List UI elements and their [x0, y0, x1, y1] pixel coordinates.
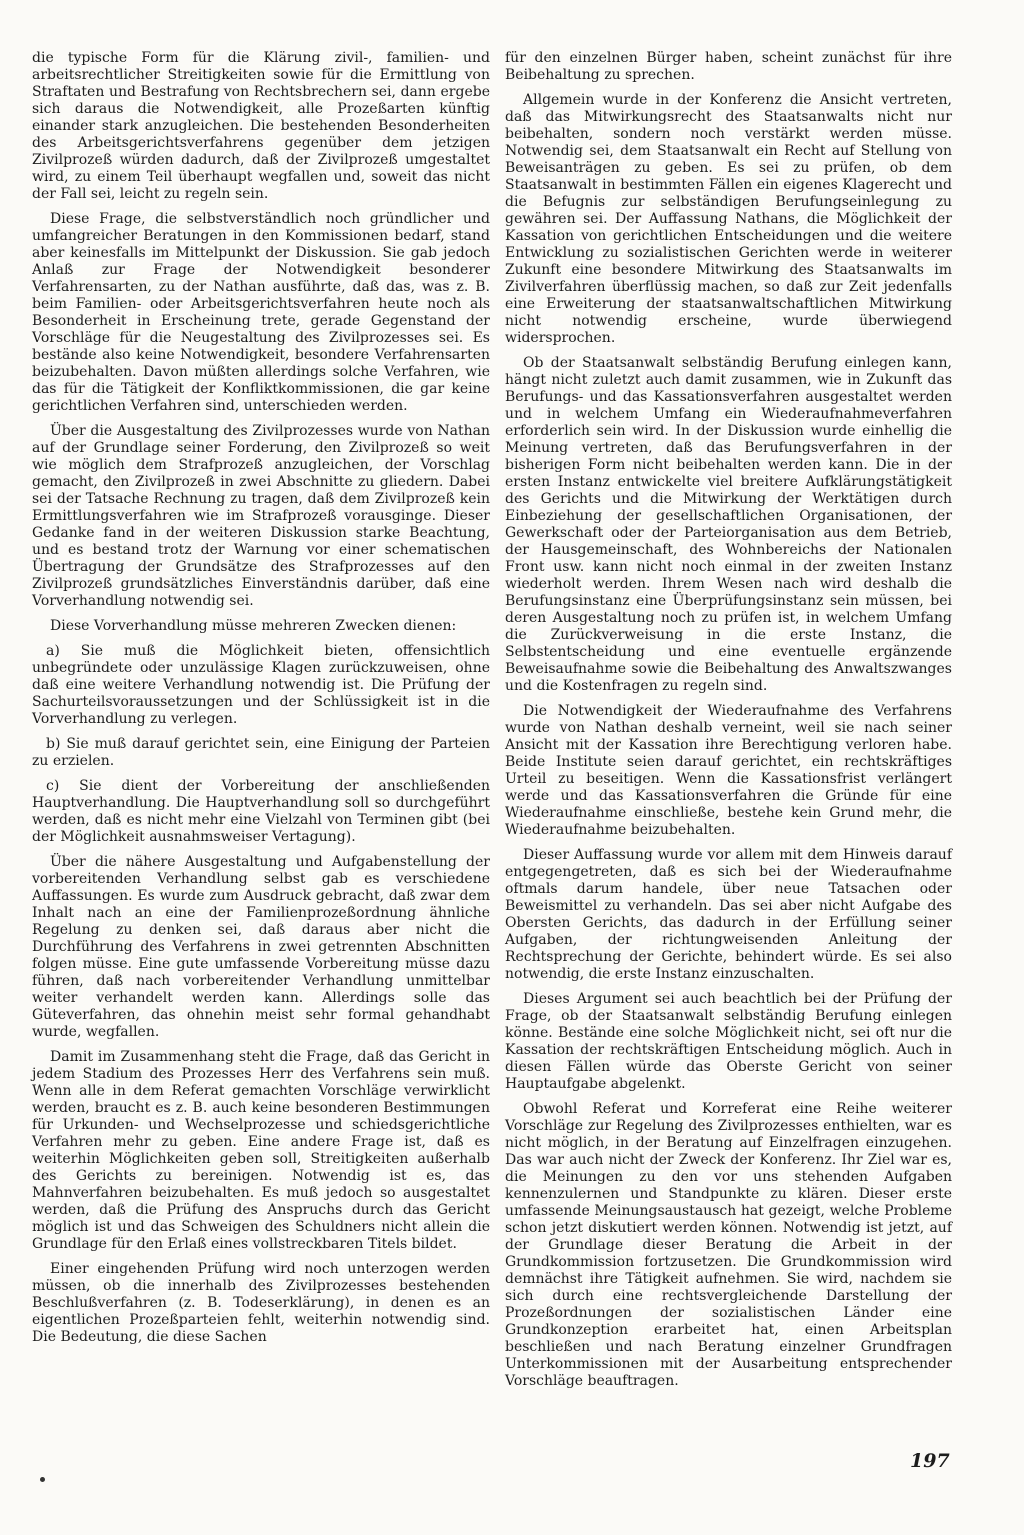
list-item: a) Sie muß die Möglichkeit bieten, offensichtlich unbegründete oder unzulässige Klagen zurückzuweisen, ohne daß eine weitere Verhandlung notwendig ist. Die Prüfung der Sachurteilsvoraussetzungen und der Schlüssigkeit ist in die Vorverhandlung zu verlegen.	[32, 643, 490, 727]
paragraph: für den einzelnen Bürger haben, scheint zunächst für ihre Beibehaltung zu sprechen.	[505, 50, 952, 83]
paragraph: Dieser Auffassung wurde vor allem mit dem Hinweis darauf entgegengetreten, daß es sich bei der Wiederaufnahme oftmals darum handele, über neue Tatsachen oder Beweismittel zu verhandeln. Das sei aber nicht Aufgabe des Obersten Gerichts, das dadurch in der Erfüllung seiner Aufgaben, der richtungweisenden Anleitung der Rechtsprechung der Gerichte, behindert würde. Es sei also notwendig, die erste Instanz einzuschalten.	[505, 847, 952, 982]
paragraph: Damit im Zusammenhang steht die Frage, daß das Gericht in jedem Stadium des Prozesses Herr des Verfahrens sein muß. Wenn alle in dem Referat gemachten Vorschläge verwirklicht werden, braucht es z. B. auch keine besonderen Bestimmungen für Urkunden- und Wechselprozesse und schiedsgerichtliche Verfahren mehr zu geben. Eine andere Frage ist, daß es weiterhin Möglichkeiten geben soll, Streitigkeiten außerhalb des Gerichts zu bereinigen. Notwendig ist es, das Mahnverfahren beizubehalten. Es muß jedoch so ausgestaltet werden, daß die Prüfung des Anspruchs durch das Gericht möglich ist und das Schweigen des Schuldners nicht allein die Grundlage für den Erlaß eines vollstreckbaren Titels bildet.	[32, 1049, 490, 1252]
paragraph: Über die Ausgestaltung des Zivilprozesses wurde von Nathan auf der Grundlage seiner Forderung, den Zivilprozeß so weit wie möglich dem Strafprozeß anzugleichen, der Vorschlag gemacht, den Zivilprozeß in zwei Abschnitte zu gliedern. Dabei sei der Tatsache Rechnung zu tragen, daß dem Zivilprozeß kein Ermittlungsverfahren wie im Strafprozeß vorausginge. Dieser Gedanke fand in der weiteren Diskussion starke Beachtung, und es bestand trotz der Warnung vor einer schematischen Übertragung der Grundsätze des Strafprozesses auf den Zivilprozeß grundsätzliches Einverständnis darüber, daß eine Vorverhandlung notwendig sei.	[32, 423, 490, 609]
paragraph: Über die nähere Ausgestaltung und Aufgabenstellung der vorbereitenden Verhandlung selbst gab es verschiedene Auffassungen. Es wurde zum Ausdruck gebracht, daß zwar dem Inhalt nach an eine der Familienprozeßordnung ähnliche Regelung zu denken sei, daß daraus aber nicht die Durchführung des Verfahrens in zwei getrennten Abschnitten folgen müsse. Eine gute umfassende Vorbereitung müsse dazu führen, daß nach vorbereitender Verhandlung unmittelbar weiter verhandelt werden kann. Allerdings solle das Güteverfahren, das ohnehin meist sehr formal gehandhabt wurde, wegfallen.	[32, 854, 490, 1040]
paragraph: Dieses Argument sei auch beachtlich bei der Prüfung der Frage, ob der Staatsanwalt selbständig Berufung einlegen könne. Bestände eine solche Möglichkeit nicht, sei oft nur die Kassation der rechtskräftigen Entscheidung möglich. Auch in diesen Fällen würde das Oberste Gericht von seiner Hauptaufgabe abgelenkt.	[505, 991, 952, 1092]
paragraph: Ob der Staatsanwalt selbständig Berufung einlegen kann, hängt nicht zuletzt auch damit zusammen, wie in Zukunft das Berufungs- und das Kassationsverfahren ausgestaltet werden und in welchem Umfang ein Wiederaufnahmeverfahren erforderlich sein wird. In der Diskussion wurde einhellig die Meinung vertreten, daß das Berufungsverfahren in der bisherigen Form nicht beibehalten werden kann. Die in der ersten Instanz entwickelte viel breitere Aufklärungstätigkeit des Gerichts und die Mitwirkung der Werktätigen durch Einbeziehung der gesellschaftlichen Organisationen, der Gewerkschaft oder der Parteiorganisation aus dem Betrieb, der Hausgemeinschaft, des Wohnbereichs der Nationalen Front usw. kann nicht noch einmal in der zweiten Instanz wiederholt werden. Ihrem Wesen nach wird deshalb die Berufungsinstanz eine Überprüfungsinstanz sein müssen, bei deren Ausgestaltung noch zu prüfen ist, in welchem Umfang die Zurückverweisung in die erste Instanz, die Selbstentscheidung und eine eventuelle ergänzende Beweisaufnahme sowie die Beibehaltung des Anwaltszwanges und die Kostenfragen zu regeln sind.	[505, 355, 952, 694]
paragraph: Diese Frage, die selbstverständlich noch gründlicher und umfangreicher Beratungen in den Kommissionen bedarf, stand aber keinesfalls im Mittelpunkt der Diskussion. Sie gab jedoch Anlaß zur Frage der Notwendigkeit besonderer Verfahrensarten, zu der Nathan ausführte, daß das, was z. B. beim Familien- oder Arbeitsgerichtsverfahren heute noch als Besonderheit in Erscheinung trete, gerade Gegenstand der Vorschläge für die Neugestaltung des Zivilprozesses sei. Es bestände also keine Notwendigkeit, besondere Verfahrensarten beizubehalten. Davon müßten allerdings solche Verfahren, wie das für die Tätigkeit der Konfliktkommissionen, die gar keine gerichtlichen Verfahren sind, unterschieden werden.	[32, 211, 490, 414]
left-column	[32, 50, 490, 1354]
paragraph: die typische Form für die Klärung zivil-, familien- und arbeitsrechtlicher Streitigkeiten sowie für die Ermittlung von Straftaten und Bestrafung von Rechtsbrechern sei, dann ergebe sich daraus die Notwendigkeit, alle Prozeßarten künftig einander stark anzugleichen. Die bestehenden Besonderheiten des Arbeitsgerichtsverfahrens gegenüber dem jetzigen Zivilprozeß würden dadurch, daß der Zivilprozeß umgestaltet wird, zu einem Teil überhaupt wegfallen und, soweit das nicht der Fall sei, leicht zu regeln sein.	[32, 50, 490, 202]
list-item: b) Sie muß darauf gerichtet sein, eine Einigung der Parteien zu erzielen.	[32, 736, 490, 769]
paragraph: Allgemein wurde in der Konferenz die Ansicht vertreten, daß das Mitwirkungsrecht des Staatsanwalts nicht nur beibehalten, sondern noch verstärkt werden müsse. Notwendig sei, dem Staatsanwalt ein Recht auf Stellung von Beweisanträgen zu geben. Es sei zu prüfen, ob dem Staatsanwalt in bestimmten Fällen ein eigenes Klagerecht und die Befugnis zur selbständigen Berufungseinlegung zu gewähren sei. Der Auffassung Nathans, die Möglichkeit der Kassation von gerichtlichen Entscheidungen und die weitere Entwicklung zu sozialistischen Gerichten werde in weiterer Zukunft eine besondere Mitwirkung des Staatsanwalts im Zivilverfahren überflüssig machen, so daß zur Zeit jedenfalls eine Erweiterung der staatsanwaltschaftlichen Mitwirkung nicht notwendig erscheine, wurde überwiegend widersprochen.	[505, 92, 952, 346]
right-column	[505, 50, 952, 1398]
print-speck	[40, 1477, 45, 1482]
paragraph: Obwohl Referat und Korreferat eine Reihe weiterer Vorschläge zur Regelung des Zivilprozesses enthielten, war es nicht möglich, in der Beratung auf Einzelfragen einzugehen. Das war auch nicht der Zweck der Konferenz. Ihr Ziel war es, die Meinungen zu den vor uns stehenden Aufgaben kennenzulernen und Standpunkte zu klären. Dieser erste umfassende Meinungsaustausch hat gezeigt, welche Probleme schon jetzt diskutiert werden können. Notwendig ist jetzt, auf der Grundlage dieser Beratung die Arbeit in der Grundkommission fortzusetzen. Die Grundkommission wird demnächst ihre Tätigkeit aufnehmen. Sie wird, nachdem sie sich durch eine rechtsvergleichende Darstellung der Prozeßordnungen der sozialistischen Länder eine Grundkonzeption erarbeitet hat, einen Arbeitsplan beschließen und nach Beratung einzelner Grundfragen Unterkommissionen mit der Ausarbeitung entsprechender Vorschläge beauftragen.	[505, 1101, 952, 1389]
paragraph: Diese Vorverhandlung müsse mehreren Zwecken dienen:	[50, 618, 457, 634]
paragraph: Einer eingehenden Prüfung wird noch unterzogen werden müssen, ob die innerhalb des Zivilprozesses bestehenden Beschlußverfahren (z. B. Todeserklärung), in denen es an eigentlichen Prozeßparteien fehlt, weiterhin notwendig sind. Die Bedeutung, die diese Sachen	[32, 1261, 490, 1345]
list-item: c) Sie dient der Vorbereitung der anschließenden Hauptverhandlung. Die Hauptverhandlung soll so durchgeführt werden, daß es nicht mehr eine Vielzahl von Terminen gibt (bei der Möglichkeit ausnahmsweiser Vertagung).	[32, 778, 490, 845]
paragraph: Die Notwendigkeit der Wiederaufnahme des Verfahrens wurde von Nathan deshalb verneint, weil sie nach seiner Ansicht mit der Kassation ihre Berechtigung verloren habe. Beide Institute seien darauf gerichtet, ein rechtskräftiges Urteil zu beseitigen. Wenn die Kassationsfrist verlängert werde und das Kassationsverfahren die Gründe für eine Wiederaufnahme einschließe, bestehe kein Grund mehr, die Wiederaufnahme beizubehalten.	[505, 703, 952, 838]
page-number: 197	[910, 1450, 950, 1472]
